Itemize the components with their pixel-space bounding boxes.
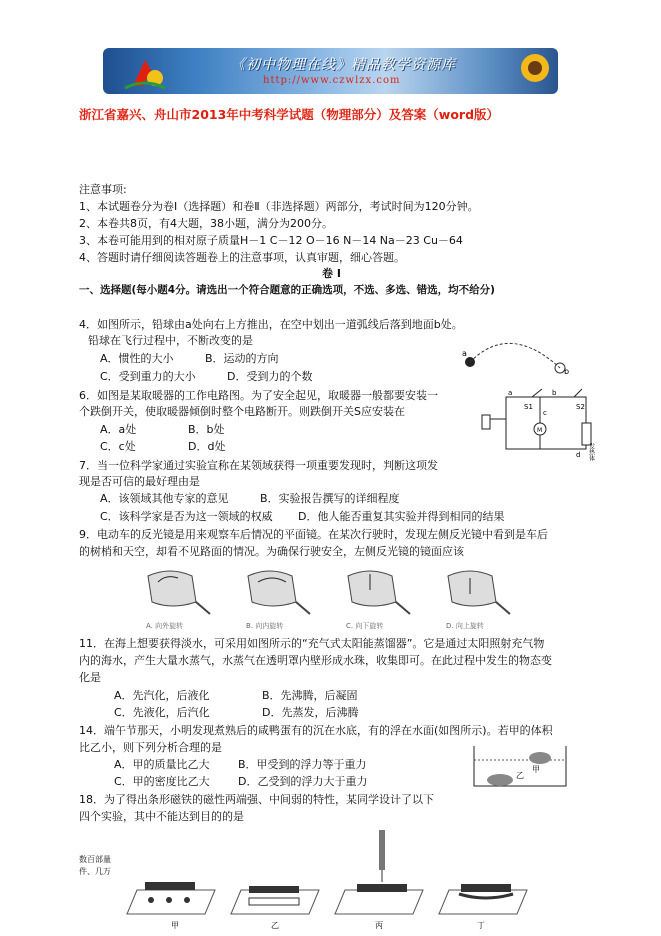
- q11-option-b[interactable]: B．先沸腾，后凝固: [262, 689, 358, 702]
- q6-option-c[interactable]: C．c处: [100, 440, 136, 453]
- q11-stem: 内的海水，产生大量水蒸气，水蒸气在透明罩内壁形成水珠，收集即可。在此过程中发生的物态变: [79, 654, 552, 667]
- q7-stem: 7．当一位科学家通过实验宣称在某领域获得一项重要发现时，判断这项发: [79, 459, 438, 472]
- q11-stem: 化是: [79, 671, 101, 684]
- q4-shotput-figure: [460, 328, 570, 378]
- label-ding: 丁: [477, 921, 485, 930]
- caption-a: A. 向外旋转: [146, 622, 184, 630]
- note-item: 4、答题时请仔细阅读答题卷上的注意事项，认真审题，细心答题。: [79, 251, 405, 264]
- q7-option-a[interactable]: A．该领域其他专家的意见: [100, 492, 229, 505]
- q18-magnet-figures: [125, 828, 535, 933]
- q9-stem: 的树梢和天空，却看不见路面的情况。为确保行驶安全，左侧反光镜的镜面应该: [79, 545, 464, 558]
- q11-option-a[interactable]: A．先汽化，后液化: [114, 689, 210, 702]
- q4-option-c[interactable]: C．受到重力的大小: [100, 370, 196, 383]
- q6-option-a[interactable]: A．a处: [100, 423, 137, 436]
- q14-option-b[interactable]: B．甲受到的浮力等于重力: [238, 758, 367, 771]
- mirror-option-c[interactable]: [346, 571, 410, 630]
- q14-option-d[interactable]: D．乙受到的浮力大于重力: [238, 775, 368, 788]
- egg-jia: [529, 752, 551, 764]
- label-s1: S1: [524, 403, 533, 411]
- q18-stem: 四个实验，其中不能达到目的的是: [79, 810, 244, 823]
- caption-d: D. 向上旋转: [446, 622, 484, 630]
- note-item: 1、本试题卷分为卷Ⅰ（选择题）和卷Ⅱ（非选择题）两部分，考试时间为120分钟。: [79, 200, 479, 213]
- experiment-jia[interactable]: [127, 882, 215, 930]
- section-description: 一、选择题(每小题4分。请选出一个符合题意的正确选项，不选、多选、错选，均不给分): [79, 284, 495, 296]
- plug-icon: [482, 415, 490, 429]
- label-yi: 乙: [516, 771, 524, 780]
- label-d: d: [576, 451, 581, 459]
- label-b: b: [564, 367, 570, 376]
- label-b: b: [552, 389, 557, 397]
- egg-yi: [487, 774, 513, 786]
- q7-option-b[interactable]: B．实验报告撰写的详细程度: [260, 492, 400, 505]
- experiment-ding[interactable]: [439, 884, 527, 930]
- mirror-option-a[interactable]: [146, 571, 210, 630]
- q11-option-c[interactable]: C．先液化，后汽化: [114, 706, 210, 719]
- q14-option-c[interactable]: C．甲的密度比乙大: [114, 775, 210, 788]
- label-heater: 发热体: [587, 443, 595, 461]
- mirror-option-b[interactable]: [246, 571, 310, 630]
- label-s2: S2: [576, 403, 585, 411]
- q6-circuit-diagram: [478, 385, 593, 460]
- label-jia: 甲: [171, 921, 179, 930]
- q6-option-b[interactable]: B．b处: [188, 423, 225, 436]
- mirror-option-d[interactable]: [446, 571, 510, 630]
- experiment-bing[interactable]: [335, 830, 423, 930]
- q9-stem: 9．电动车的反光镜是用来观察车后情况的平面镜。在某次行驶时，发现左侧反光镜中看到是车后: [79, 528, 548, 541]
- label-yi: 乙: [271, 921, 279, 930]
- q14-eggs-figure: [470, 742, 570, 792]
- label-a: a: [508, 389, 513, 397]
- note-item: 2、本卷共8页，有4大题，38小题，满分为200分。: [79, 217, 333, 230]
- q7-option-c[interactable]: C．该科学家是否为这一领域的权威: [100, 510, 273, 523]
- sunflower-icon: [515, 48, 555, 94]
- q7-option-d[interactable]: D．他人能否重复其实验并得到相同的结果: [298, 510, 505, 523]
- q7-stem: 现是否可信的最好理由是: [79, 475, 200, 488]
- document-title: 浙江省嘉兴、舟山市2013年中考科学试题（物理部分）及答案（word版）: [79, 107, 500, 122]
- q4-stem: 铅球在飞行过程中，不断改变的是: [88, 334, 253, 347]
- experiment-yi[interactable]: [231, 886, 319, 930]
- q14-option-a[interactable]: A．甲的质量比乙大: [114, 758, 210, 771]
- q4-option-d[interactable]: D．受到力的个数: [227, 370, 313, 383]
- side-note: 数百部量: [79, 855, 111, 864]
- label-jia: 甲: [532, 765, 540, 774]
- header-banner: [103, 48, 558, 94]
- caption-c: C. 向下旋转: [346, 622, 384, 630]
- banner-url[interactable]: http://www.czwlzx.com: [263, 75, 401, 86]
- section-title: 卷 Ⅰ: [322, 267, 341, 280]
- side-note: 件、几万: [79, 867, 111, 876]
- q18-stem: 18．为了得出条形磁铁的磁性两端强、中间弱的特性，某同学设计了以下: [79, 793, 434, 806]
- q9-mirror-figures: [140, 562, 580, 634]
- q11-stem: 11．在海上想要获得淡水，可采用如图所示的“充气式太阳能蒸馏器”。它是通过太阳照射充气物: [79, 637, 545, 650]
- q4-option-b[interactable]: B．运动的方向: [205, 352, 279, 365]
- notes-heading: 注意事项:: [79, 183, 127, 196]
- q6-option-d[interactable]: D．d处: [188, 440, 226, 453]
- logo-icon: [115, 48, 175, 94]
- q6-stem: 6．如图是某取暖器的工作电路图。为了安全起见，取暖器一般都要安装一: [79, 389, 438, 402]
- q14-stem: 比乙小，则下列分析合理的是: [79, 741, 222, 754]
- label-bing: 丙: [375, 921, 383, 930]
- caption-b: B. 向内旋转: [246, 622, 284, 630]
- q11-option-d[interactable]: D．先蒸发，后沸腾: [262, 706, 359, 719]
- label-a: a: [462, 349, 467, 358]
- banner-title: 《初中物理在线》精品教学资源库: [231, 57, 456, 73]
- q6-stem: 个跌倒开关，使取暖器倾倒时整个电路断开。则跌倒开关S应安装在: [79, 405, 405, 418]
- label-m: M: [537, 427, 543, 434]
- q4-option-a[interactable]: A．惯性的大小: [100, 352, 174, 365]
- q4-stem: 4．如图所示，铅球由a处向右上方推出，在空中划出一道弧线后落到地面b处。: [79, 318, 463, 331]
- label-c: c: [543, 409, 547, 417]
- q14-stem: 14．端午节那天，小明发现煮熟后的咸鸭蛋有的沉在水底，有的浮在水面(如图所示)。若甲的体积: [79, 724, 553, 737]
- note-item: 3、本卷可能用到的相对原子质量H－1 C－12 O－16 N－14 Na－23 Cu－64: [79, 234, 463, 247]
